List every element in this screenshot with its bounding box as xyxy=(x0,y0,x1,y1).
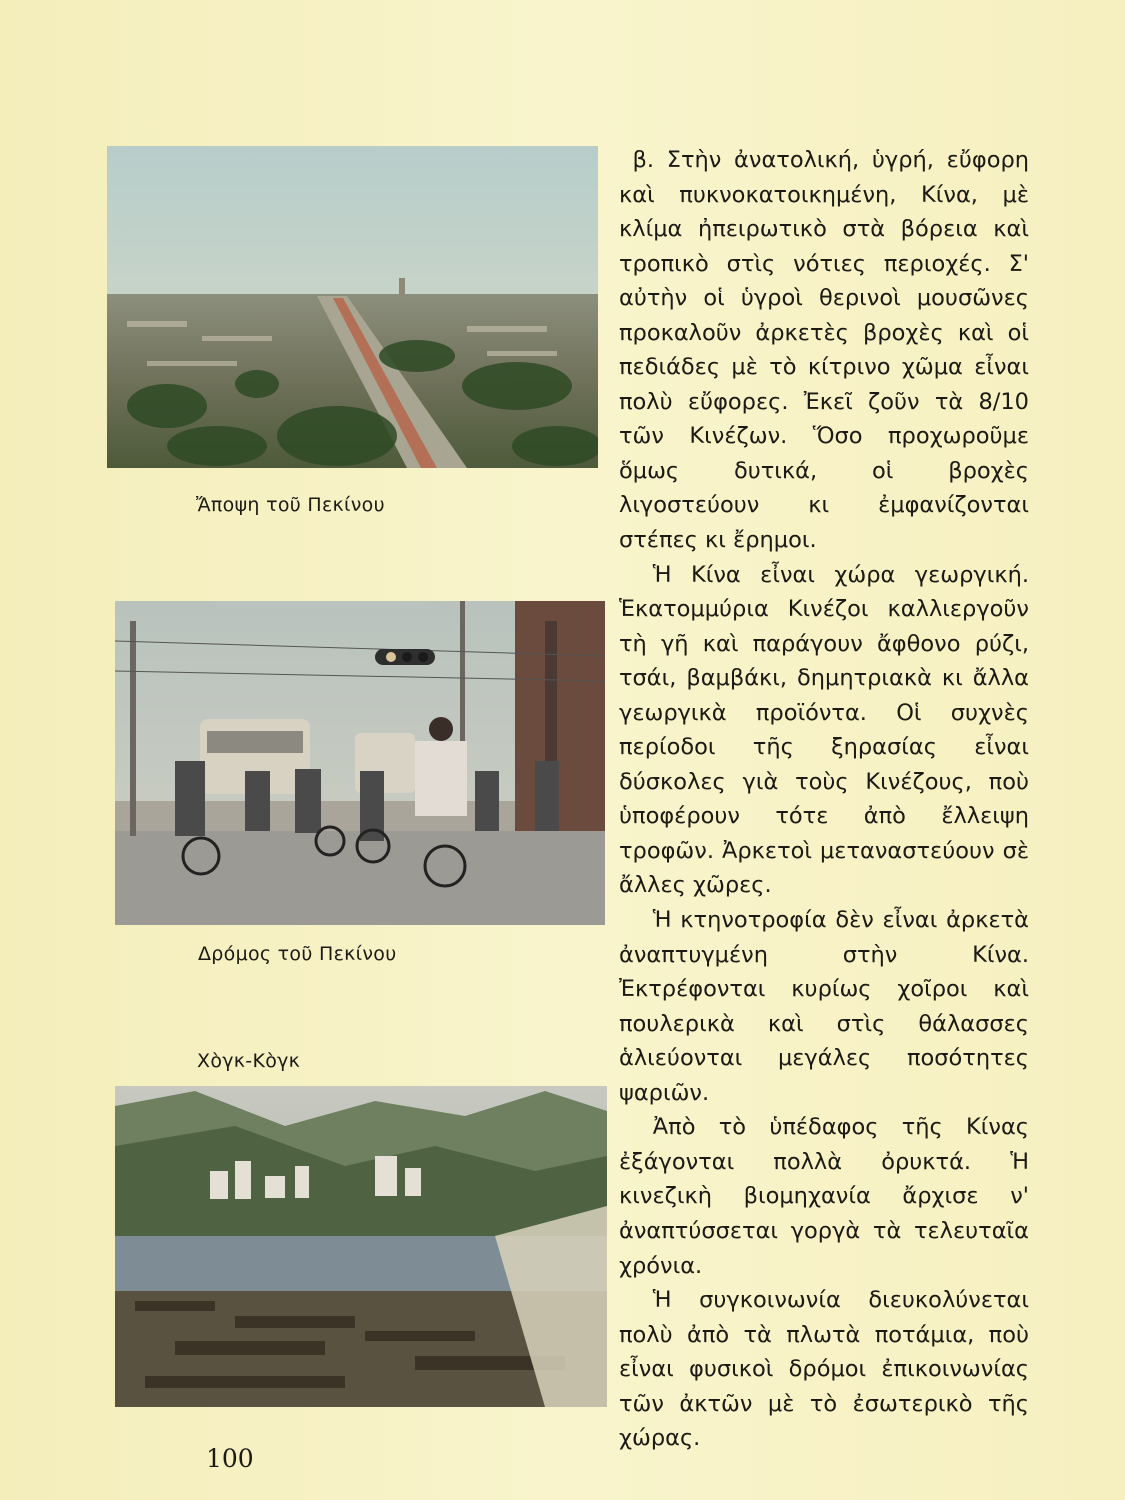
caption-hong-kong: Χὸγκ-Κὸγκ xyxy=(197,1050,301,1072)
paragraph-5: Ἡ συγκοινωνία διευκολύνεται πολὺ ἀπὸ τὰ πλωτὰ ποτάμια, ποὺ εἶναι φυσικοὶ δρόμοι ἐπικοινωνίας τῶν ἀκτῶν μὲ τὸ ἐσωτερικὸ τῆς χώρας. xyxy=(619,1287,1029,1452)
paragraph-3: Ἡ κτηνοτροφία δὲν εἶναι ἀρκετὰ ἀναπτυγμένη στὴν Κίνα. Ἐκτρέφονται κυρίως χοῖροι καὶ πουλερικὰ καὶ στὶς θάλασσες ἁλιεύονται μεγάλες ποσότητες ψαριῶν. xyxy=(619,907,1029,1106)
paragraph-1: β. Στὴν ἀνατολική, ὑγρή, εὔφορη καὶ πυκνοκατοικημένη, Κίνα, μὲ κλίμα ἠπειρωτικὸ στὰ βόρεια καὶ τροπικὸ στὶς νότιες περιοχές. Σ' αὐτὴν οἱ ὑγροὶ θερινοὶ μουσῶνες προκαλοῦν ἀρκετὲς βροχὲς καὶ οἱ πεδιάδες μὲ τὸ κίτρινο χῶμα εἶναι πολὺ εὔφορες. Ἐκεῖ ζοῦν τὰ 8/10 τῶν Κινέζων. Ὅσο προχωροῦμε ὅμως δυτικά, οἱ βροχὲς λιγοστεύουν κι ἐμφανίζονται στέπες κι ἔρημοι. xyxy=(619,147,1029,554)
page-number: 100 xyxy=(206,1444,254,1473)
caption-peking-street: Δρόμος τοῦ Πεκίνου xyxy=(198,943,397,965)
photo-peking-view xyxy=(107,146,598,468)
photo-hong-kong xyxy=(115,1086,607,1407)
caption-peking-view: Ἄποψη τοῦ Πεκίνου xyxy=(196,494,385,516)
photo-peking-street xyxy=(115,601,605,925)
paragraph-2: Ἡ Κίνα εἶναι χώρα γεωργική. Ἑκατομμύρια Κινέζοι καλλιεργοῦν τὴ γῆ καὶ παράγουν ἄφθονο ρύζι, τσάι, βαμβάκι, δημητριακὰ κι ἄλλα γεωργικὰ προϊόντα. Οἱ συχνὲς περίοδοι τῆς ξηρασίας εἶναι δύσκολες γιὰ τοὺς Κινέζους, ποὺ ὑποφέρουν τότε ἀπὸ ἔλλειψη τροφῶν. Ἀρκετοὶ μεταναστεύουν σὲ ἄλλες χῶρες. xyxy=(619,561,1029,899)
body-text xyxy=(619,143,1029,1456)
paragraph-4: Ἀπὸ τὸ ὑπέδαφος τῆς Κίνας ἐξάγονται πολλὰ ὀρυκτά. Ἡ κινεζικὴ βιομηχανία ἄρχισε ν' ἀναπτύσσεται γοργὰ τὰ τελευταῖα χρόνια. xyxy=(619,1114,1029,1279)
